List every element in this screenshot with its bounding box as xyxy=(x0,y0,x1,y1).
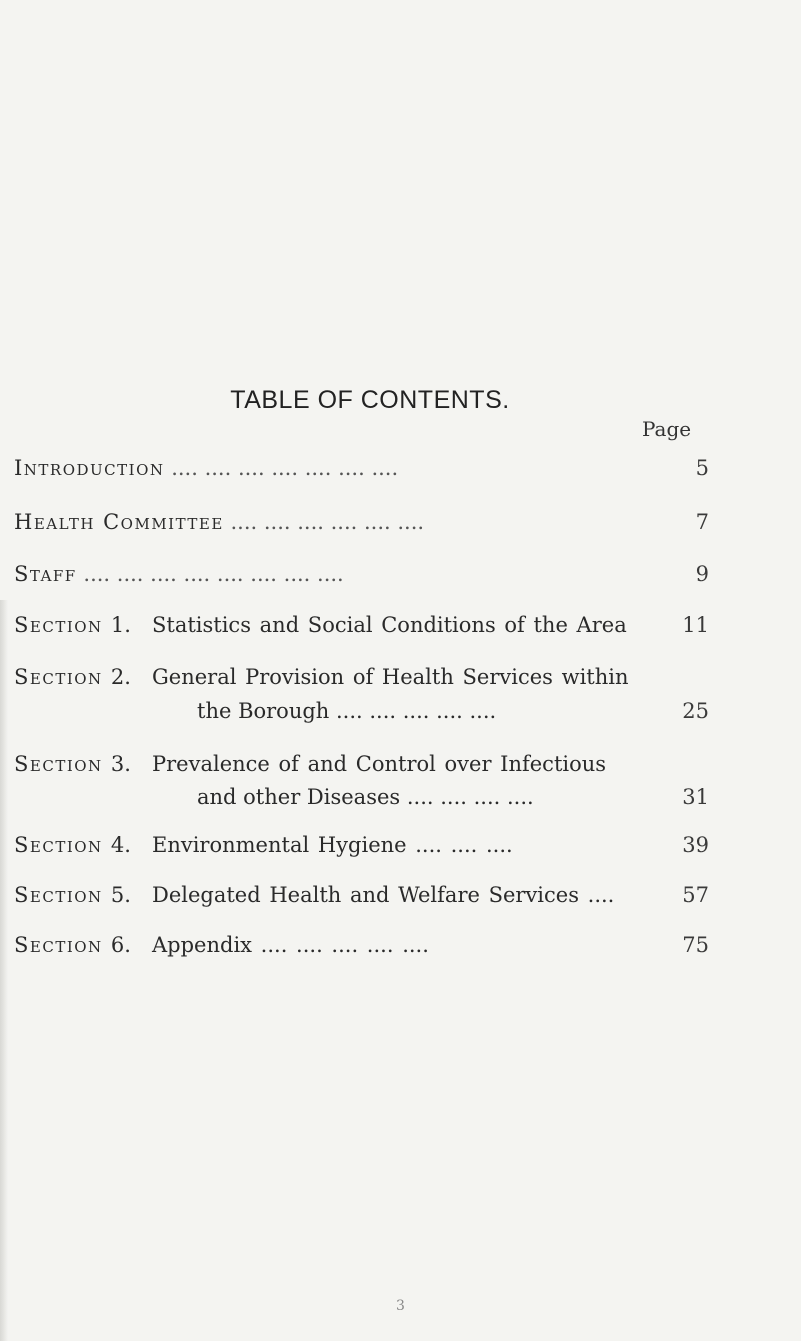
toc-entry-label: Health Committee .... .... .... .... .... .... xyxy=(14,510,425,534)
section-title: Statistics and Social Conditions of the Area xyxy=(152,613,627,637)
section-title: Appendix .... .... .... .... .... xyxy=(152,933,429,957)
toc-entry-page: 9 xyxy=(695,562,709,586)
section-title: Delegated Health and Welfare Services .... xyxy=(152,883,615,907)
section-label: Section 1. xyxy=(14,613,131,637)
section-page: 57 xyxy=(682,883,709,907)
toc-entry-label: Introduction .... .... .... .... .... .... .... xyxy=(14,456,399,480)
page-number-footer: 3 xyxy=(396,1298,405,1314)
section-page: 39 xyxy=(682,833,709,857)
toc-entry-label: Staff .... .... .... .... .... .... .... .... xyxy=(14,562,344,586)
section-label: Section 6. xyxy=(14,933,131,957)
section-title: Prevalence of and Control over Infectious xyxy=(152,752,607,776)
section-label: Section 5. xyxy=(14,883,131,907)
section-label: Section 4. xyxy=(14,833,131,857)
section-title-continued: the Borough .... .... .... .... .... xyxy=(197,699,497,723)
page-edge-shadow xyxy=(0,600,8,1341)
section-page: 31 xyxy=(682,785,709,809)
toc-entry-page: 5 xyxy=(695,456,709,480)
section-page: 75 xyxy=(682,933,709,957)
section-page: 11 xyxy=(682,613,709,637)
toc-entry-page: 7 xyxy=(695,510,709,534)
section-page: 25 xyxy=(682,699,709,723)
page-title: TABLE OF CONTENTS. xyxy=(230,386,510,414)
section-label: Section 2. xyxy=(14,665,131,689)
section-title-continued: and other Diseases .... .... .... .... xyxy=(197,785,534,809)
section-title: General Provision of Health Services within xyxy=(152,665,629,689)
section-title: Environmental Hygiene .... .... .... xyxy=(152,833,513,857)
section-label: Section 3. xyxy=(14,752,131,776)
page-column-header: Page xyxy=(642,417,692,441)
